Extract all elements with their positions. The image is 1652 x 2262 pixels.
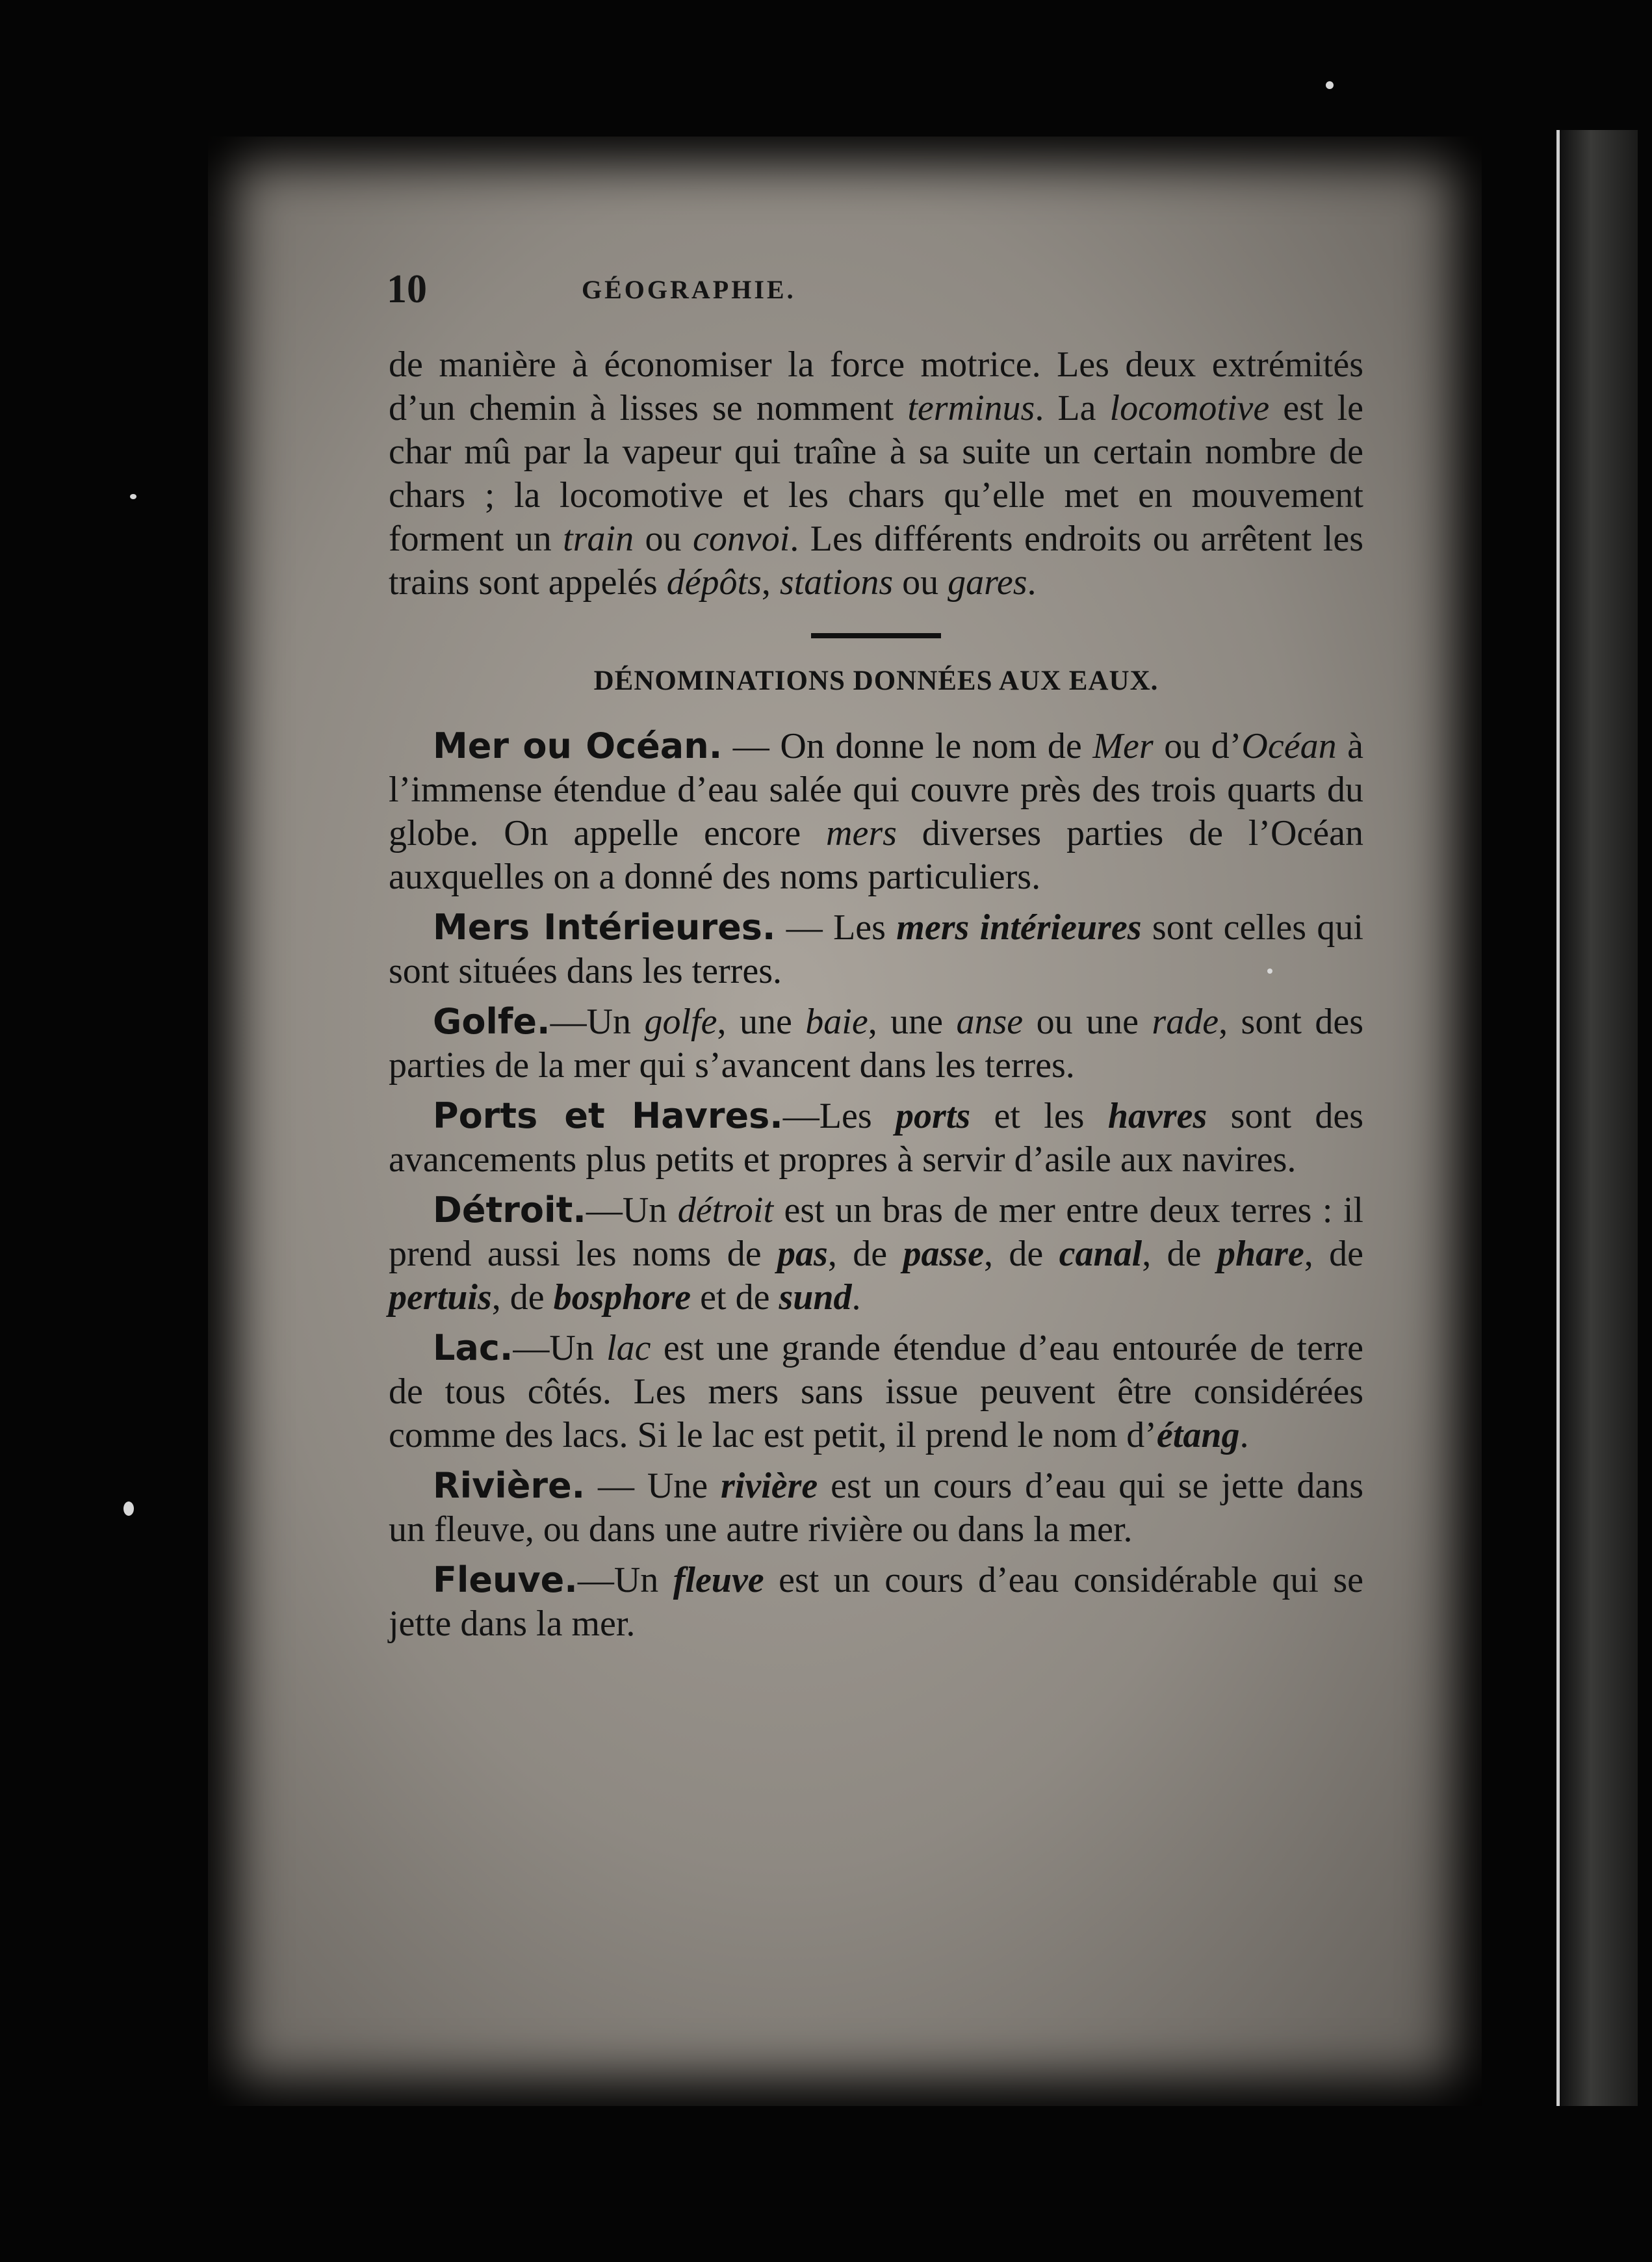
entry-term: Détroit. [433, 1190, 586, 1230]
entry-term: Golfe. [433, 1001, 550, 1042]
scan-speck [123, 1502, 134, 1516]
scan-speck [1326, 81, 1334, 89]
entry-lac: Lac.—Un lac est une grande étendue d’eau entourée de terre de tous côtés. Les mers sans issue peuvent être considérées comme des lacs. Si le lac est petit, il prend le nom d’étang. [389, 1327, 1363, 1455]
entry-term: Fleuve. [433, 1559, 578, 1600]
entry-term: Mer ou Océan. [433, 725, 723, 766]
entry-fleuve: Fleuve.—Un fleuve est un cours d’eau considérable qui se jette dans la mer. [389, 1559, 1363, 1644]
scan-speck [130, 494, 136, 499]
entry-term: Ports et Havres. [433, 1095, 783, 1136]
section-heading: DÉNOMINATIONS DONNÉES AUX EAUX. [593, 666, 1159, 696]
page-number: 10 [387, 267, 427, 311]
entry-term: Mers Intérieures. [433, 907, 776, 948]
book-binding [1560, 130, 1638, 2106]
page-body [389, 343, 1363, 1652]
entry-detroit: Détroit.—Un détroit est un bras de mer entre deux terres : il prend aussi les noms de pas, de passe, de canal, de phare, de pertuis, de bosphore et de sund. [389, 1190, 1364, 1318]
entry-riviere: Rivière. — Une rivière est un cours d’eau qui se jette dans un fleuve, ou dans une autre rivière ou dans la mer. [389, 1465, 1363, 1550]
entry-ports-havres: Ports et Havres.—Les ports et les havres sont des avancements plus petits et propres à servir d’asile aux navires. [389, 1095, 1364, 1180]
page-header [387, 266, 991, 318]
continued-paragraph: de manière à économiser la force motrice. Les deux extrémités d’un chemin à lisses se nomment terminus. La locomotive est le char mû par la vapeur qui traîne à sa suite un certain nombre de chars ; la locomotive et les chars qu’elle met en mouvement forment un train ou convoi. Les différents endroits ou arrêtent les trains sont appelés dépôts, stations ou gares. [389, 344, 1364, 603]
entry-mers-interieures: Mers Intérieures. — Les mers intérieures sont celles qui sont situées dans les terres. [389, 907, 1363, 991]
entry-term: Rivière. [433, 1465, 586, 1506]
entry-golfe: Golfe.—Un golfe, une baie, une anse ou une rade, sont des parties de la mer qui s’avancent dans les terres. [389, 1001, 1363, 1086]
entry-mer-ocean: Mer ou Océan. — On donne le nom de Mer ou d’Océan à l’immense étendue d’eau salée qui couvre près des trois quarts du globe. On appelle encore mers diverses parties de l’Océan auxquelles on a donné des noms particuliers. [389, 725, 1364, 897]
running-head: GÉOGRAPHIE. [582, 275, 796, 304]
section-divider [811, 633, 941, 638]
entry-term: Lac. [433, 1327, 513, 1368]
